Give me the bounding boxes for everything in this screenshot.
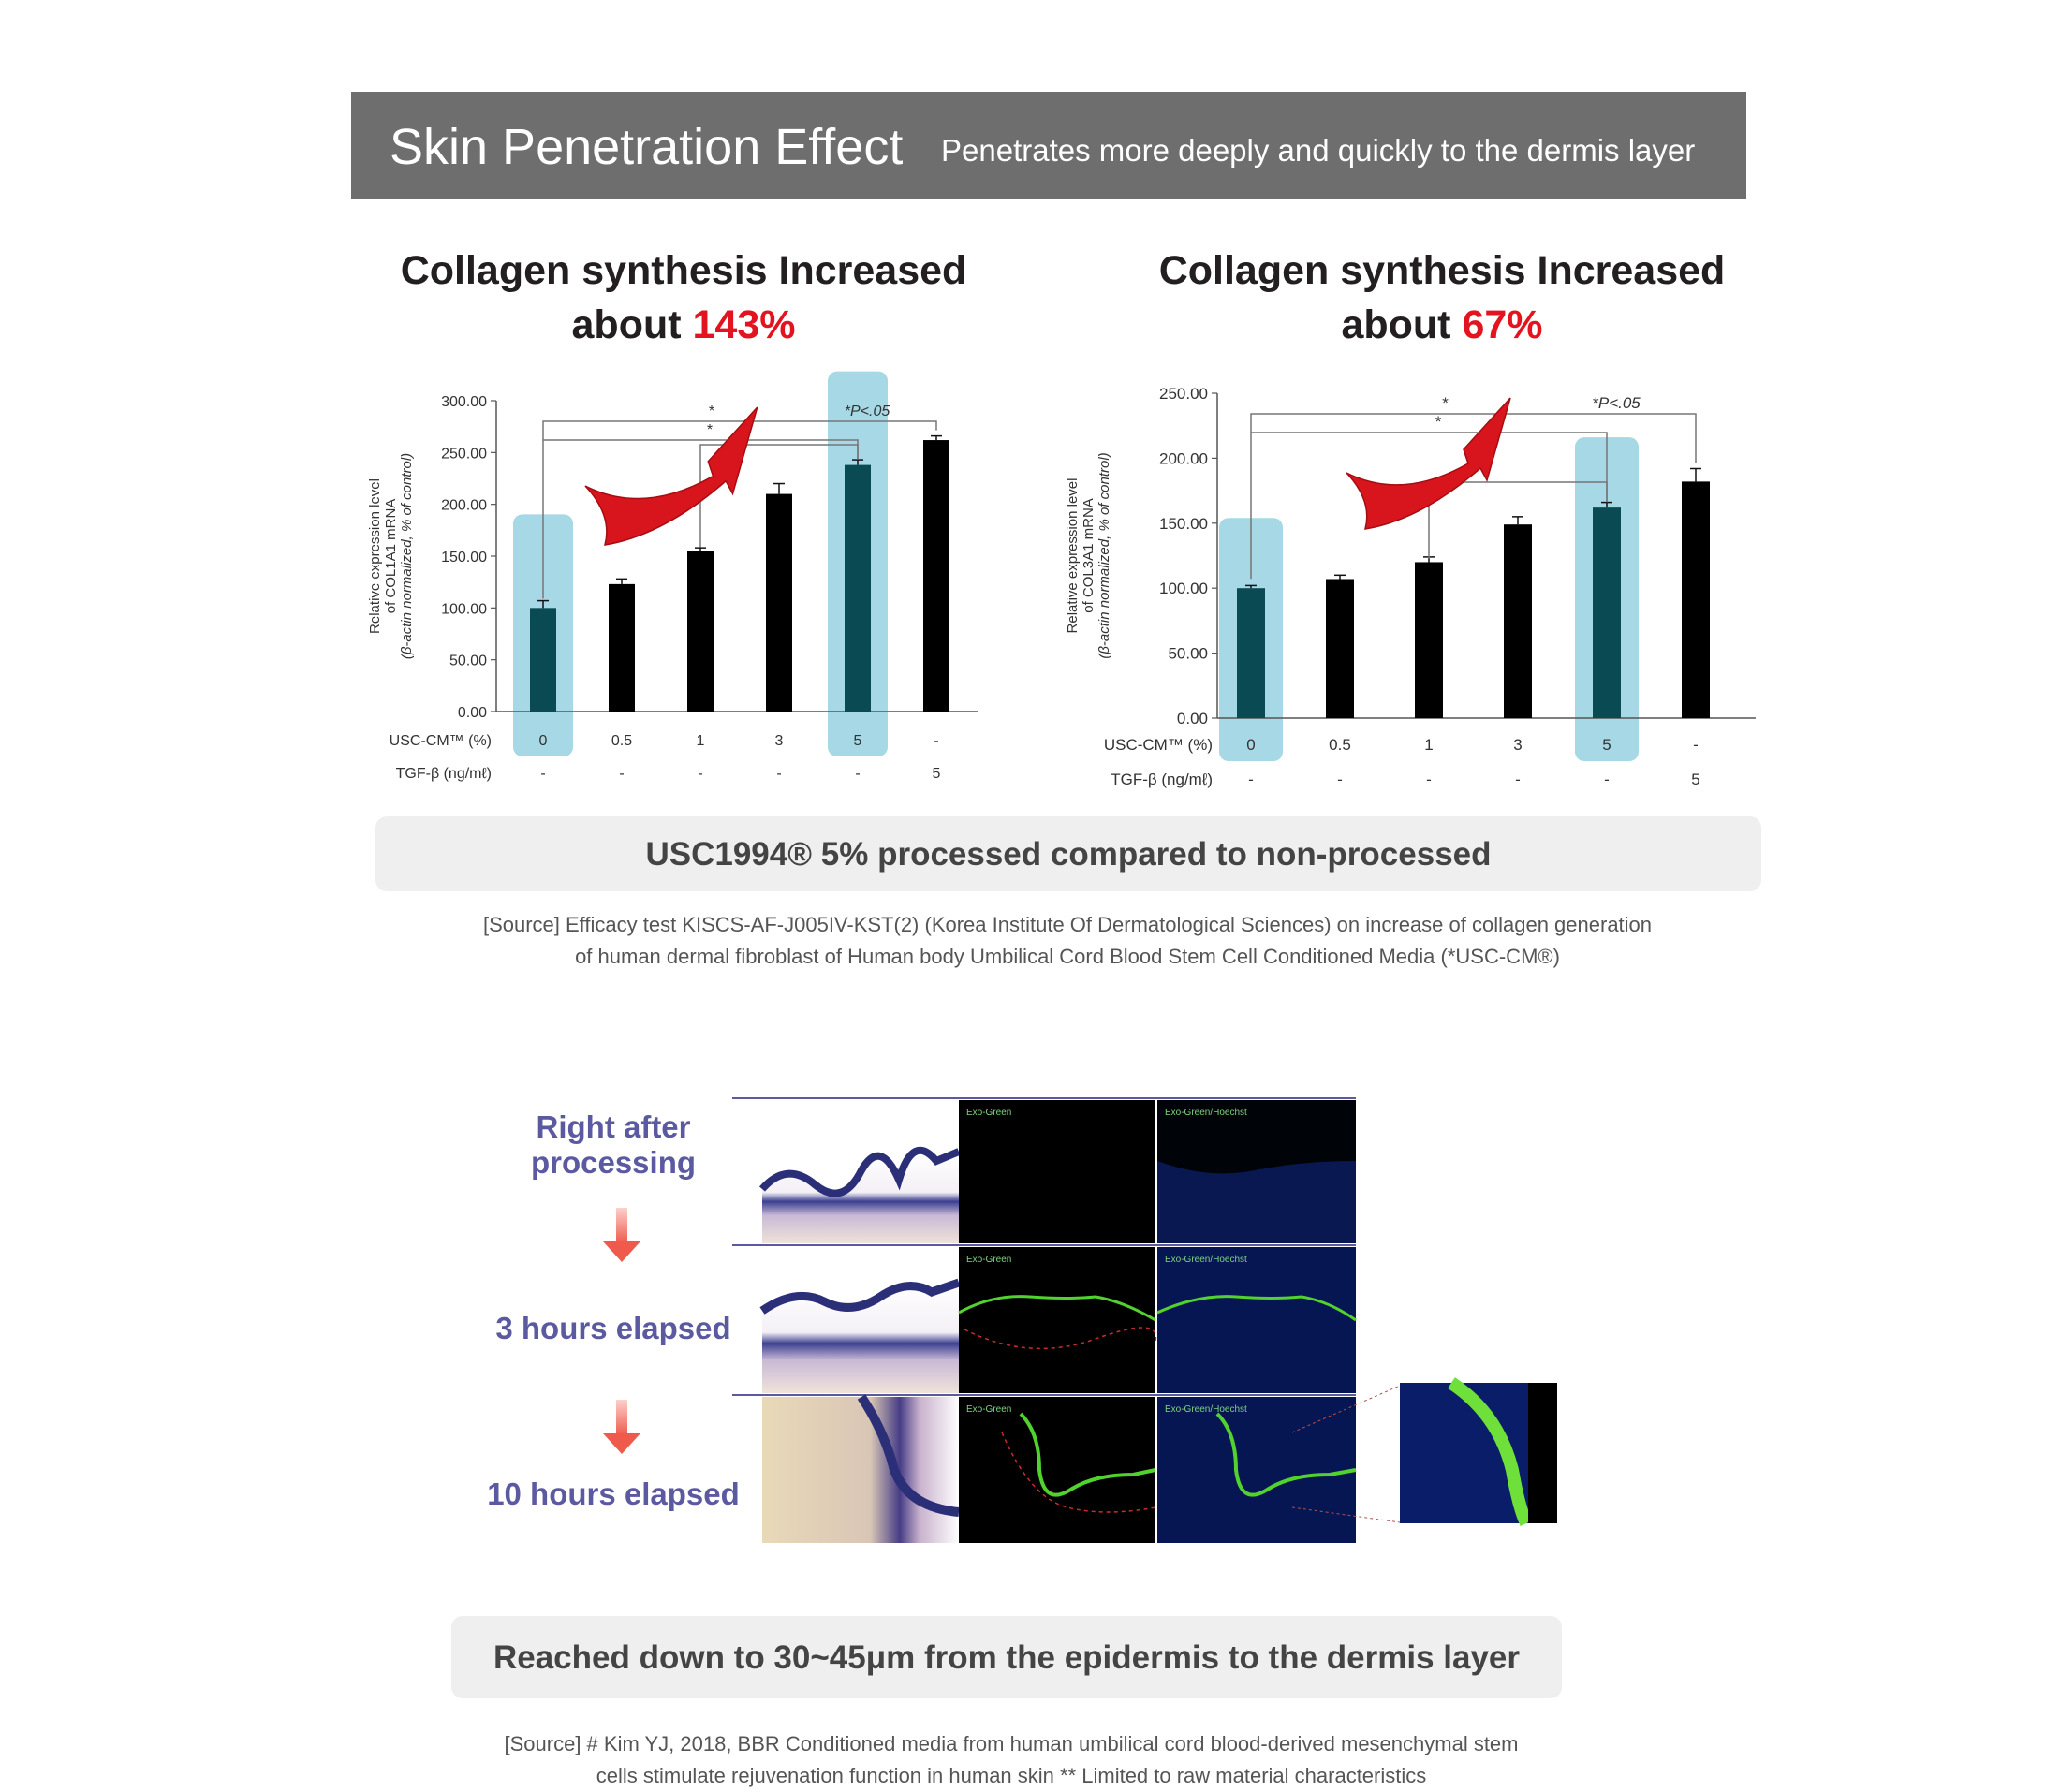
chart-1-title-line1: Collagen synthesis Increased [400, 248, 967, 293]
y-axis-label: Relative expression level [367, 478, 383, 634]
y-axis-label: Relative expression level [1065, 477, 1081, 634]
panel-label: Exo-Green [966, 1255, 1012, 1265]
bar [766, 494, 792, 712]
chart-1-highlight: 143% [692, 302, 796, 347]
bar [1593, 507, 1621, 718]
row-label-usc: USC-CM™ (%) [1103, 736, 1213, 754]
y-tick-label: 50.00 [449, 653, 487, 669]
fluorescence-panel-green-2 [959, 1247, 1155, 1393]
y-axis-label: of COL1A1 mRNA [383, 498, 399, 614]
fluorescence-panel-green-3 [959, 1397, 1155, 1543]
x-tick-label: 1 [696, 733, 705, 749]
y-tick-label: 100.00 [441, 601, 487, 618]
chart-1-title-prefix: about [571, 302, 693, 347]
tgf-tick-label: - [1515, 771, 1521, 788]
panel-label: Exo-Green [966, 1108, 1012, 1118]
he-stain-panel-3 [762, 1397, 959, 1543]
chart-2-title [1067, 243, 1817, 352]
source-1-line-2: of human dermal fibroblast of Human body Umbilical Cord Blood Stem Cell Conditioned Media (*USC-CM®) [575, 945, 1560, 968]
tgf-tick-label: - [540, 766, 546, 782]
x-tick-label: 0 [538, 733, 548, 749]
bar [1326, 579, 1354, 718]
summary-text-2: Reached down to 30~45μm from the epidermis to the dermis layer [493, 1639, 1521, 1676]
significance-note: *P<.05 [844, 404, 890, 419]
panel-label: Exo-Green/Hoechst [1165, 1404, 1247, 1415]
fluorescence-panel-merged-2 [1157, 1247, 1356, 1393]
time-label-line-2: processing [530, 1145, 697, 1180]
fluorescence-panel-merged-3 [1157, 1397, 1356, 1543]
tgf-tick-label: - [1248, 771, 1254, 788]
source-2-line-2: cells stimulate rejuvenation function in human skin ** Limited to raw material characteristics [596, 1764, 1427, 1787]
x-tick-label: 5 [1602, 736, 1611, 754]
row-label-tgf: TGF-β (ng/mℓ) [395, 766, 492, 782]
banner-subtitle: Penetrates more deeply and quickly to the dermis layer [941, 133, 1696, 168]
microscopy-figure [721, 1095, 1582, 1554]
chart-2-title-line1: Collagen synthesis Increased [1158, 248, 1726, 293]
bar [1504, 524, 1532, 718]
x-tick-label: 3 [774, 733, 784, 749]
time-label-right-after [468, 1109, 758, 1181]
source-1-line-1: [Source] Efficacy test KISCS-AF-J005IV-KST(2) (Korea Institute Of Dermatological Sciences) on increase of collagen generation [482, 913, 1653, 936]
significance-star: * [708, 404, 715, 419]
significance-star: * [1435, 413, 1442, 431]
y-tick-label: 200.00 [441, 497, 487, 514]
y-tick-label: 150.00 [1159, 514, 1208, 533]
y-tick-label: 0.00 [457, 705, 487, 721]
bar [1237, 588, 1265, 718]
y-axis-label: of COL3A1 mRNA [1081, 498, 1096, 613]
chart-1-title [309, 243, 1058, 352]
tgf-tick-label: 5 [1691, 771, 1700, 788]
panel-label: Exo-Green/Hoechst [1165, 1108, 1247, 1118]
bar [845, 465, 871, 712]
tgf-tick-label: - [855, 766, 861, 782]
tgf-tick-label: - [619, 766, 625, 782]
y-axis-label: (β-actin normalized, % of control) [1096, 452, 1112, 659]
row-label-tgf: TGF-β (ng/mℓ) [1111, 771, 1213, 788]
y-tick-label: 50.00 [1168, 644, 1208, 663]
down-arrow-icon [599, 1400, 644, 1456]
significance-star: * [706, 422, 714, 438]
time-label-10-hours: 10 hours elapsed [487, 1476, 740, 1511]
bar [687, 551, 714, 712]
x-tick-label: 1 [1424, 736, 1434, 754]
x-tick-label: 0 [1246, 736, 1256, 754]
summary-text-1: USC1994® 5% processed compared to non-processed [645, 836, 1492, 873]
panel-label: Exo-Green [966, 1404, 1012, 1415]
chart-col3a1 [1049, 370, 1779, 801]
trend-arrow-icon [585, 407, 758, 545]
fluorescence-panel-green-1 [959, 1100, 1155, 1243]
tgf-tick-label: - [1337, 771, 1343, 788]
time-label-line-1: Right after [536, 1109, 691, 1144]
y-tick-label: 250.00 [1159, 385, 1208, 403]
tgf-tick-label: 5 [932, 766, 941, 782]
y-tick-label: 0.00 [1176, 710, 1208, 727]
banner-title: Skin Penetration Effect [390, 119, 904, 175]
significance-star: * [1442, 394, 1449, 412]
chart-col1a1 [356, 370, 1011, 801]
tgf-tick-label: - [776, 766, 782, 782]
y-tick-label: 100.00 [1159, 580, 1208, 598]
significance-note: *P<.05 [1592, 394, 1641, 412]
y-tick-label: 200.00 [1159, 449, 1208, 468]
tgf-tick-label: - [698, 766, 703, 782]
x-tick-label: 0.5 [611, 733, 633, 749]
x-tick-label: - [1693, 736, 1699, 754]
y-axis-label: (β-actin normalized, % of control) [399, 452, 415, 660]
down-arrow-icon [599, 1208, 644, 1264]
bar [609, 584, 635, 712]
row-label-usc: USC-CM™ (%) [389, 733, 492, 749]
y-tick-label: 250.00 [441, 446, 487, 463]
source-note-1 [318, 909, 1817, 973]
y-tick-label: 300.00 [441, 394, 487, 410]
x-tick-label: 5 [853, 733, 862, 749]
bar [1682, 481, 1710, 718]
x-tick-label: 3 [1513, 736, 1523, 754]
source-2-line-1: [Source] # Kim YJ, 2018, BBR Conditioned media from human umbilical cord blood-derived mesenchymal stem [504, 1732, 1519, 1755]
x-tick-label: - [934, 733, 939, 749]
x-tick-label: 0.5 [1329, 736, 1351, 754]
panel-label: Exo-Green/Hoechst [1165, 1255, 1247, 1265]
chart-2-title-line2 [1067, 298, 1817, 352]
tgf-tick-label: - [1426, 771, 1432, 788]
chart-2-highlight: 67% [1462, 302, 1543, 347]
chart-2-title-prefix: about [1341, 302, 1463, 347]
source-note-2 [318, 1728, 1704, 1792]
y-tick-label: 150.00 [441, 550, 487, 566]
chart-1-title-line2 [309, 298, 1058, 352]
tgf-tick-label: - [1604, 771, 1610, 788]
bar [530, 608, 556, 712]
time-label-3-hours: 3 hours elapsed [495, 1311, 731, 1345]
bar [1415, 562, 1443, 718]
bar [923, 440, 949, 712]
